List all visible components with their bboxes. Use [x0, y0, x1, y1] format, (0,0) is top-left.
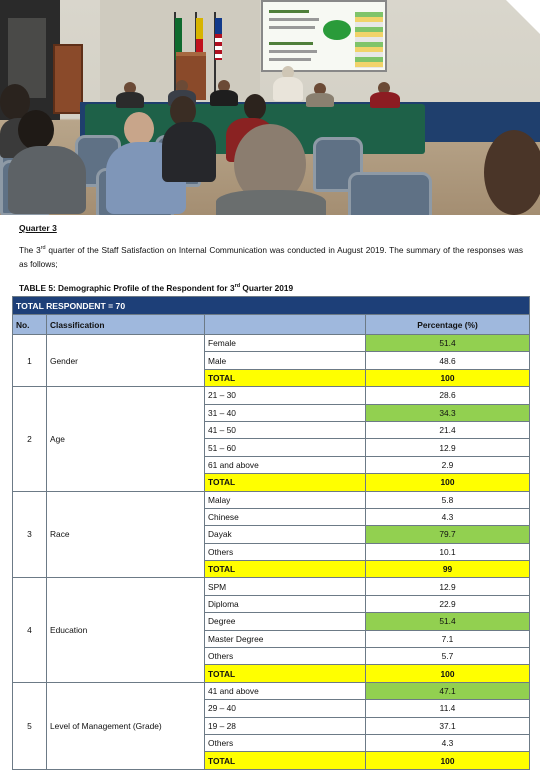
chair: [348, 172, 432, 215]
intro-text-end: quarter of the Staff Satisfaction on Internal Communication was conducted in August 2019. The summary of the responses was as follows;: [19, 244, 523, 269]
group-race: [13, 491, 530, 578]
option-value: 48.6: [366, 352, 530, 369]
option-label: 29 – 40: [205, 700, 366, 717]
option-label: Others: [205, 734, 366, 751]
option-label: SPM: [205, 578, 366, 595]
option-label: Others: [205, 648, 366, 665]
caption-text-start: TABLE 5: Demographic Profile of the Respondent for 3: [19, 283, 235, 293]
total-label: TOTAL: [205, 752, 366, 769]
option-value: 4.3: [366, 734, 530, 751]
option-label: 41 – 50: [205, 421, 366, 438]
option-value: 21.4: [366, 421, 530, 438]
header-percentage: Percentage (%): [366, 315, 530, 335]
total-value: 99: [366, 561, 530, 578]
audience-member: [162, 122, 216, 182]
total-value: 100: [366, 752, 530, 769]
option-value: 51.4: [366, 335, 530, 352]
slide-line: [269, 10, 309, 13]
audience-member: [216, 190, 326, 215]
audience-head: [18, 110, 54, 150]
total-respondent-row: [13, 297, 530, 315]
table-row: [13, 335, 530, 352]
option-value: 2.9: [366, 456, 530, 473]
option-value: 22.9: [366, 595, 530, 612]
option-label: Male: [205, 352, 366, 369]
group-number: 1: [13, 335, 47, 387]
audience-member: [8, 146, 86, 214]
audience-head: [484, 130, 540, 215]
group-number: 2: [13, 387, 47, 491]
table-row: [13, 682, 530, 699]
section-title: Quarter 3: [19, 223, 57, 233]
column-header-row: [13, 315, 530, 335]
caption-ordinal-suffix: rd: [234, 283, 241, 290]
option-label: 51 – 60: [205, 439, 366, 456]
intro-paragraph: [19, 241, 523, 271]
option-label: Master Degree: [205, 630, 366, 647]
panelist: [116, 92, 144, 108]
option-label: Diploma: [205, 595, 366, 612]
intro-text-start: The 3: [19, 244, 41, 255]
projection-screen: [261, 0, 387, 72]
group-number: 5: [13, 682, 47, 769]
option-label: 61 and above: [205, 456, 366, 473]
audience-head: [124, 112, 154, 146]
total-label: TOTAL: [205, 665, 366, 682]
page-corner: [506, 0, 540, 34]
table-caption: [19, 283, 293, 293]
total-label: TOTAL: [205, 474, 366, 491]
national-flag: [215, 18, 222, 60]
total-label: TOTAL: [205, 561, 366, 578]
option-label: Malay: [205, 491, 366, 508]
option-label: Chinese: [205, 508, 366, 525]
group-education: [13, 578, 530, 682]
option-value: 51.4: [366, 613, 530, 630]
group-classification: Age: [47, 387, 205, 491]
wooden-door: [53, 44, 83, 114]
intro-ordinal-suffix: rd: [40, 245, 46, 251]
group-classification: Gender: [47, 335, 205, 387]
slide-line: [269, 58, 311, 61]
option-label: Others: [205, 543, 366, 560]
group-number: 4: [13, 578, 47, 682]
option-label: 19 – 28: [205, 717, 366, 734]
slide-table: [355, 12, 383, 68]
event-photo: [0, 0, 540, 215]
group-classification: Level of Management (Grade): [47, 682, 205, 769]
slide-line: [269, 26, 315, 29]
option-value: 12.9: [366, 578, 530, 595]
option-value: 11.4: [366, 700, 530, 717]
header-classification: Classification: [47, 315, 205, 335]
table-row: [13, 578, 530, 595]
total-respondent: TOTAL RESPONDENT = 70: [13, 297, 530, 315]
table-row: [13, 387, 530, 404]
option-label: Female: [205, 335, 366, 352]
option-value: 4.3: [366, 508, 530, 525]
panelist: [370, 92, 400, 108]
slide-badge: [323, 20, 351, 40]
group-gender: [13, 335, 530, 387]
speaker: [273, 77, 303, 101]
option-label: Degree: [205, 613, 366, 630]
total-label: TOTAL: [205, 369, 366, 386]
option-label: Dayak: [205, 526, 366, 543]
group-classification: Education: [47, 578, 205, 682]
panelist: [306, 93, 334, 107]
group-management-level: [13, 682, 530, 769]
total-value: 100: [366, 369, 530, 386]
option-value: 37.1: [366, 717, 530, 734]
option-value: 5.8: [366, 491, 530, 508]
slide-line: [269, 18, 319, 21]
demographic-table: [12, 296, 530, 770]
option-value: 12.9: [366, 439, 530, 456]
option-value: 34.3: [366, 404, 530, 421]
option-label: 31 – 40: [205, 404, 366, 421]
group-classification: Race: [47, 491, 205, 578]
option-value: 79.7: [366, 526, 530, 543]
table-row: [13, 491, 530, 508]
option-label: 21 – 30: [205, 387, 366, 404]
option-value: 7.1: [366, 630, 530, 647]
slide-line: [269, 42, 313, 45]
total-value: 100: [366, 474, 530, 491]
header-empty: [205, 315, 366, 335]
option-value: 10.1: [366, 543, 530, 560]
group-number: 3: [13, 491, 47, 578]
panelist: [210, 90, 238, 106]
header-no: No.: [13, 315, 47, 335]
option-value: 47.1: [366, 682, 530, 699]
caption-text-end: Quarter 2019: [240, 283, 294, 293]
audience-head: [244, 94, 266, 120]
option-value: 5.7: [366, 648, 530, 665]
group-age: [13, 387, 530, 491]
total-value: 100: [366, 665, 530, 682]
slide-line: [269, 50, 317, 53]
option-label: 41 and above: [205, 682, 366, 699]
option-value: 28.6: [366, 387, 530, 404]
